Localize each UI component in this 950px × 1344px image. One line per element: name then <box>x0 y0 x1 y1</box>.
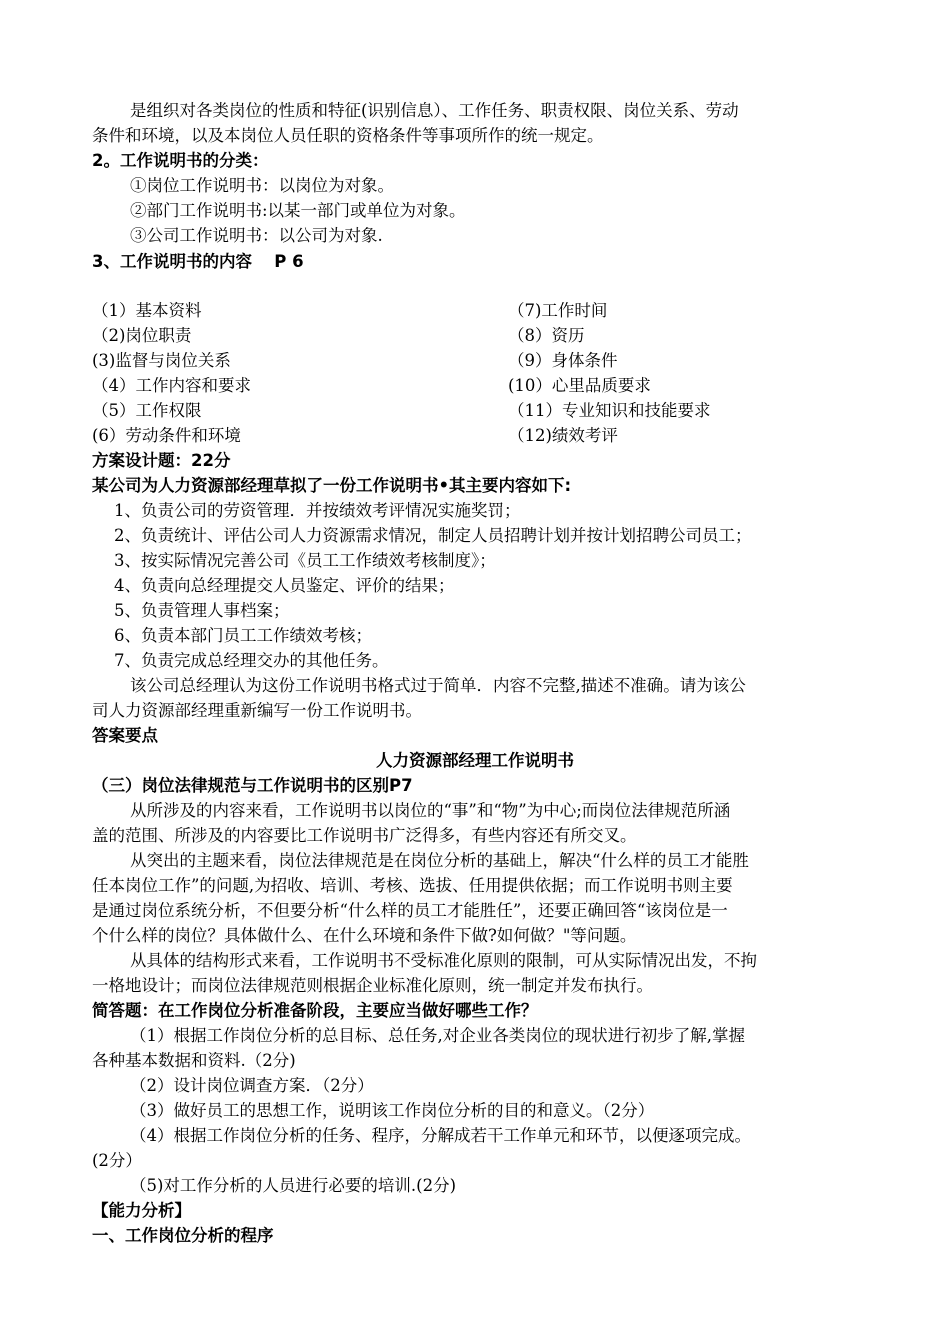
contents-heading: 3、工作说明书的内容 P 6 <box>92 252 304 271</box>
short-answer-heading: 简答题：在工作岗位分析准备阶段，主要应当做好哪些工作？ <box>92 1001 538 1020</box>
contents-right-item: （9）身体条件 <box>508 351 618 370</box>
short-answer-line: (2分） <box>92 1151 142 1170</box>
short-answer-line: （2）设计岗位调查方案．（2分） <box>130 1076 374 1095</box>
difference-heading: （三）岗位法律规范与工作说明书的区别P7 <box>92 776 413 795</box>
contents-left-item: （2)岗位职责 <box>92 326 192 345</box>
difference-line: 从突出的主题来看，岗位法律规范是在岗位分析的基础上，解决“什么样的员工才能胜 <box>130 851 749 870</box>
contents-left-item: （1）基本资料 <box>92 301 202 320</box>
answer-title: 人力资源部经理工作说明书 <box>376 751 574 770</box>
contents-left-item: （5）工作权限 <box>92 401 202 420</box>
short-answer-line: （4）根据工作岗位分析的任务、程序，分解成若干工作单元和环节，以便逐项完成。 <box>130 1126 751 1145</box>
difference-line: 盖的范围、所涉及的内容要比工作说明书广泛得多，有些内容还有所交叉。 <box>92 826 637 845</box>
classification-item: ③公司工作说明书：以公司为对象. <box>130 226 383 245</box>
design-task-line-2: 司人力资源部经理重新编写一份工作说明书。 <box>92 701 422 720</box>
intro-line-2: 条件和环境，以及本岗位人员任职的资格条件等事项所作的统一规定。 <box>92 126 604 145</box>
contents-right-item: （8）资历 <box>508 326 585 345</box>
short-answer-line: （3）做好员工的思想工作，说明该工作岗位分析的目的和意义。（2分） <box>130 1101 655 1120</box>
ability-heading: 【能力分析】 <box>92 1201 191 1220</box>
contents-right-item: (10）心里品质要求 <box>508 376 651 395</box>
difference-line: 从所涉及的内容来看，工作说明书以岗位的“事”和“物”为中心;而岗位法律规范所涵 <box>130 801 731 820</box>
design-item: 5、负责管理人事档案； <box>114 601 290 620</box>
short-answer-line: （1）根据工作岗位分析的总目标、总任务,对企业各类岗位的现状进行初步了解,掌握 <box>130 1026 745 1045</box>
design-item: 3、按实际情况完善公司《员工工作绩效考核制度》； <box>114 551 496 570</box>
short-answer-line: （5)对工作分析的人员进行必要的培训.(2分) <box>130 1176 457 1195</box>
difference-line: 个什么样的岗位？具体做什么、在什么环境和条件下做?如何做？"等问题。 <box>92 926 637 945</box>
classification-item: ①岗位工作说明书：以岗位为对象。 <box>130 176 394 195</box>
design-item: 7、负责完成总经理交办的其他任务。 <box>114 651 389 670</box>
contents-right-item: （11）专业知识和技能要求 <box>508 401 711 420</box>
classification-item: ②部门工作说明书:以某一部门或单位为对象。 <box>130 201 466 220</box>
design-prompt: 某公司为人力资源部经理草拟了一份工作说明书•其主要内容如下: <box>92 476 572 495</box>
difference-line: 任本岗位工作”的问题,为招收、培训、考核、选拔、任用提供依据；而工作说明书则主要 <box>92 876 733 895</box>
contents-right-item: （7)工作时间 <box>508 301 608 320</box>
design-heading: 方案设计题：22分 <box>92 451 231 470</box>
contents-left-item: （4）工作内容和要求 <box>92 376 251 395</box>
classification-heading: 2。工作说明书的分类： <box>92 151 269 170</box>
design-item: 2、负责统计、评估公司人力资源需求情况，制定人员招聘计划并按计划招聘公司员工； <box>114 526 752 545</box>
design-task-line-1: 该公司总经理认为这份工作说明书格式过于简单．内容不完整,描述不准确。请为该公 <box>130 676 746 695</box>
contents-right-item: （12)绩效考评 <box>508 426 618 445</box>
design-item: 1、负责公司的劳资管理．并按绩效考评情况实施奖罚； <box>114 501 521 520</box>
difference-line: 从具体的结构形式来看，工作说明书不受标准化原则的限制，可从实际情况出发，不拘 <box>130 951 757 970</box>
contents-left-item: (3)监督与岗位关系 <box>92 351 231 370</box>
difference-line: 是通过岗位系统分析，不但要分析“什么样的员工才能胜任”，还要正确回答“该岗位是一 <box>92 901 728 920</box>
design-item: 4、负责向总经理提交人员鉴定、评价的结果； <box>114 576 455 595</box>
short-answer-line: 各种基本数据和资料.（2分) <box>92 1051 296 1070</box>
design-item: 6、负责本部门员工工作绩效考核； <box>114 626 372 645</box>
contents-left-item: (6）劳动条件和环境 <box>92 426 241 445</box>
ability-subheading: 一、工作岗位分析的程序 <box>92 1226 274 1245</box>
answer-heading: 答案要点 <box>92 726 158 745</box>
intro-line-1: 是组织对各类岗位的性质和特征(识别信息）、工作任务、职责权限、岗位关系、劳动 <box>130 101 739 120</box>
difference-line: 一格地设计；而岗位法律规范则根据企业标准化原则，统一制定并发布执行。 <box>92 976 653 995</box>
